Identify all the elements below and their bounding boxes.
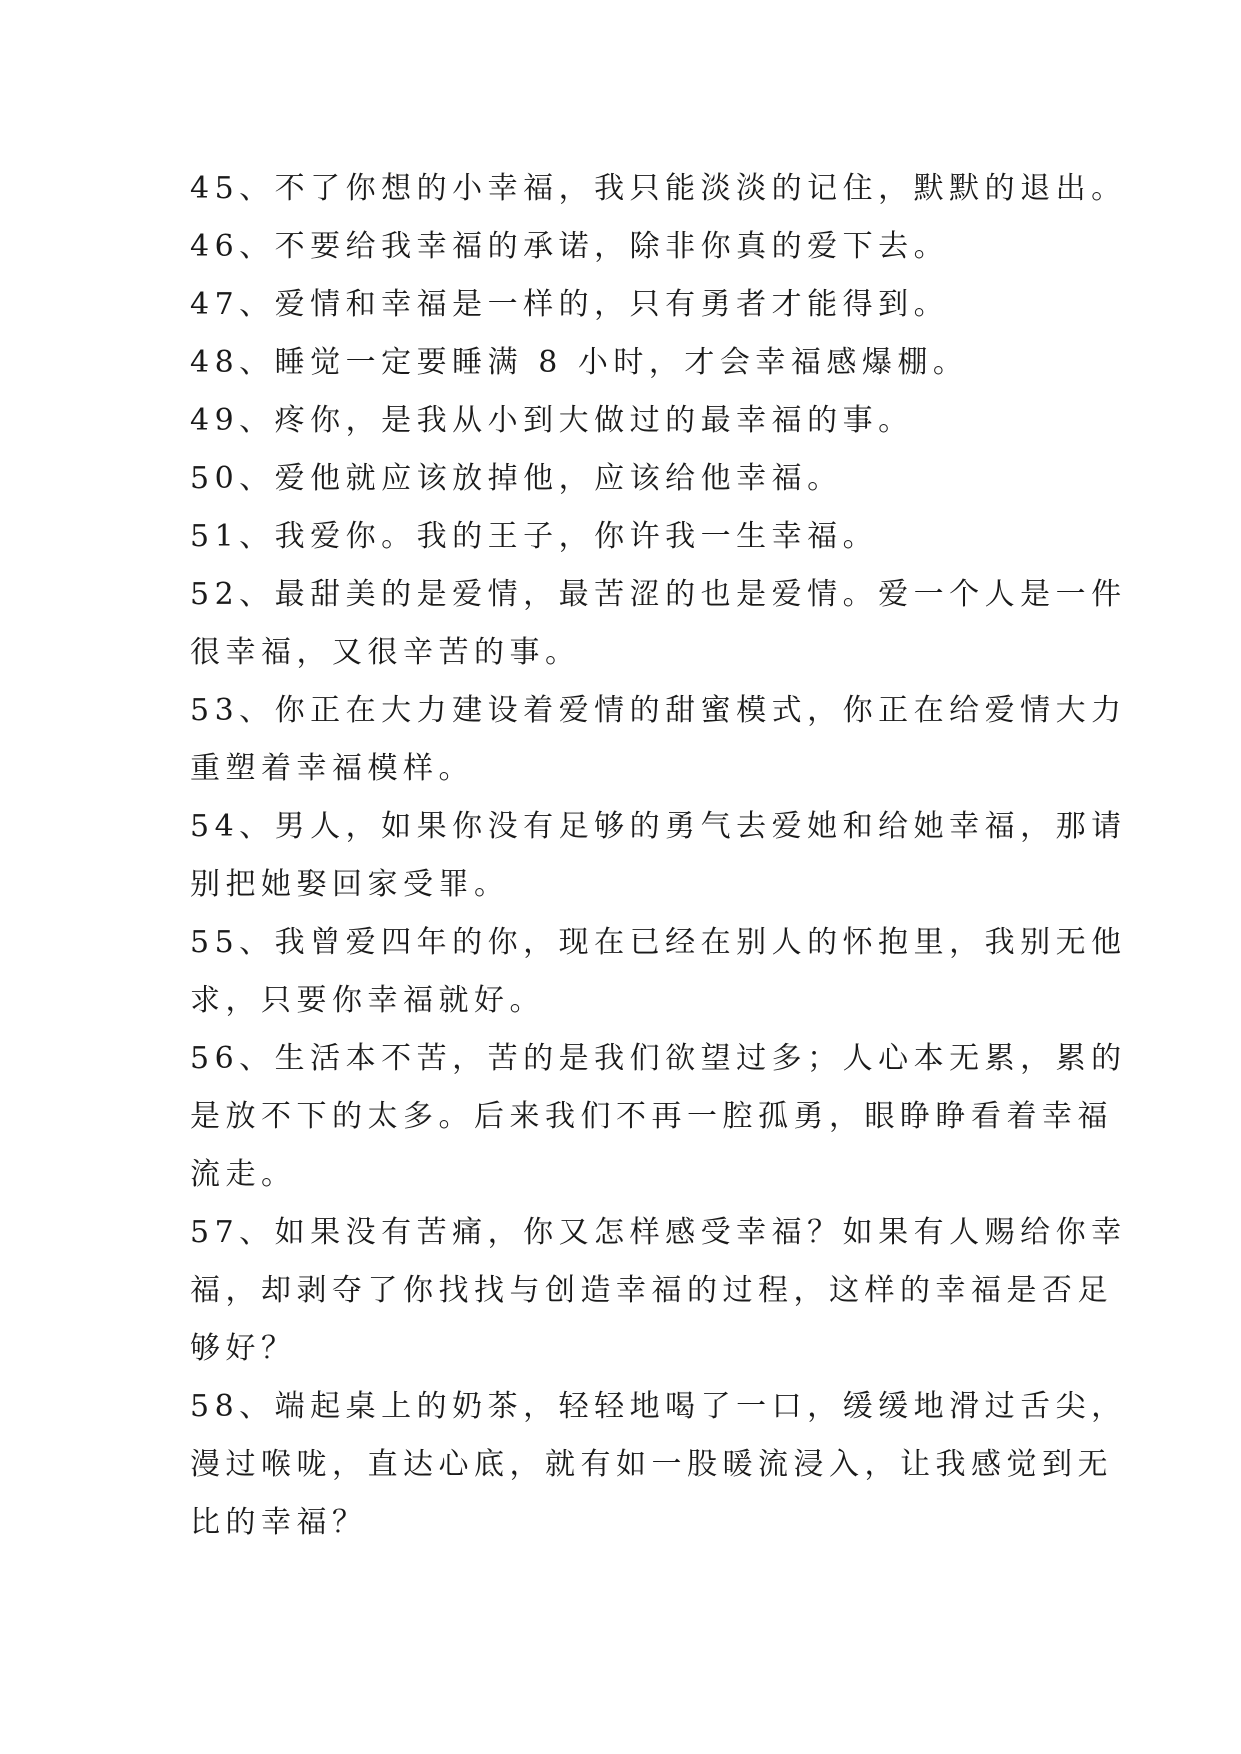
text-line: 重塑着幸福模样。: [190, 751, 474, 786]
text-line: 很幸福，又很辛苦的事。: [190, 635, 581, 670]
text-line: 55、我曾爱四年的你，现在已经在别人的怀抱里，我别无他: [190, 925, 1127, 960]
text-line: 福，却剥夺了你找找与创造幸福的过程，这样的幸福是否足: [190, 1273, 1113, 1308]
text-line: 57、如果没有苦痛，你又怎样感受幸福？如果有人赐给你幸: [190, 1215, 1127, 1250]
text-line: 56、生活本不苦，苦的是我们欲望过多；人心本无累，累的: [190, 1041, 1127, 1076]
text-line: 够好？: [190, 1331, 297, 1366]
text-line: 51、我爱你。我的王子，你许我一生幸福。: [190, 519, 879, 554]
text-line: 58、端起桌上的奶茶，轻轻地喝了一口，缓缓地滑过舌尖，: [190, 1389, 1127, 1424]
text-line: 别把她娶回家受罪。: [190, 867, 510, 902]
text-line: 45、不了你想的小幸福，我只能淡淡的记住，默默的退出。: [190, 171, 1127, 206]
text-line: 49、疼你，是我从小到大做过的最幸福的事。: [190, 403, 914, 438]
text-line: 48、睡觉一定要睡满 8 小时，才会幸福感爆棚。: [190, 345, 969, 380]
text-line: 47、爱情和幸福是一样的，只有勇者才能得到。: [190, 287, 950, 322]
text-line: 53、你正在大力建设着爱情的甜蜜模式，你正在给爱情大力: [190, 693, 1127, 728]
text-line: 漫过喉咙，直达心底，就有如一股暖流浸入，让我感觉到无: [190, 1447, 1113, 1482]
text-line: 求，只要你幸福就好。: [190, 983, 545, 1018]
document-body: [190, 160, 1127, 1552]
text-line: 比的幸福？: [190, 1505, 368, 1540]
text-line: 54、男人，如果你没有足够的勇气去爱她和给她幸福，那请: [190, 809, 1127, 844]
text-line: 46、不要给我幸福的承诺，除非你真的爱下去。: [190, 229, 950, 264]
text-line: 流走。: [190, 1157, 297, 1192]
text-line: 52、最甜美的是爱情，最苦涩的也是爱情。爱一个人是一件: [190, 577, 1127, 612]
text-line: 是放不下的太多。后来我们不再一腔孤勇，眼睁睁看着幸福: [190, 1099, 1113, 1134]
text-line: 50、爱他就应该放掉他，应该给他幸福。: [190, 461, 843, 496]
